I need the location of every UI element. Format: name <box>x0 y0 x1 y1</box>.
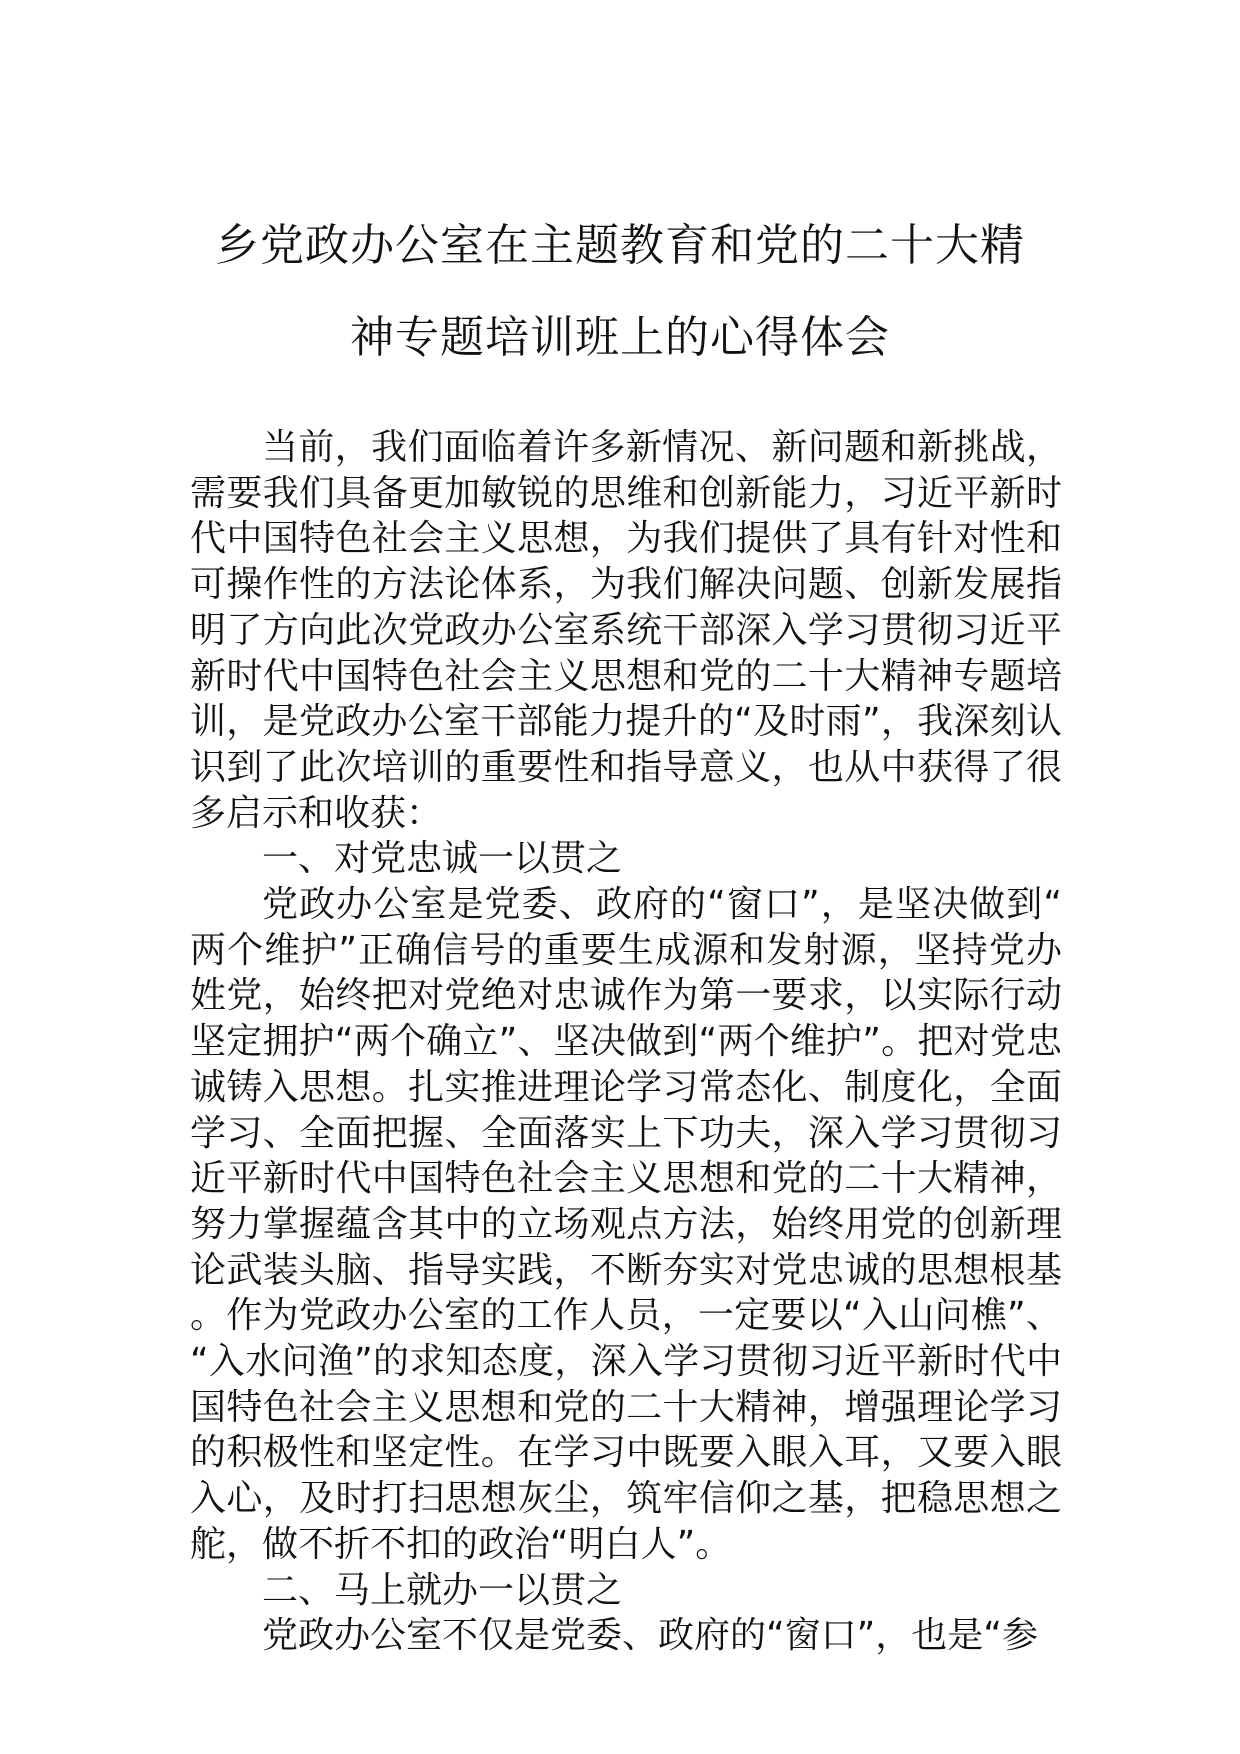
section-heading-2: 二、马上就办一以贯之 <box>262 1569 623 1611</box>
section-1-paragraph: 党政办公室是党委、政府的“窗口”，是坚决做到“两个维护”正确信号的重要生成源和发射源，坚持党办姓党，始终把对党绝对忠诚作为第一要求，以实际行动坚定拥护“两个确立”、坚决做到“两个维护”。把对党忠诚铸入思想。扎实推进理论学习常态化、制度化，全面学习、全面把握、全面落实上下功夫，深入学习贯彻习近平新时代中国特色社会主义思想和党的二十大精神，努力掌握蕴含其中的立场观点方法，始终用党的创新理论武装头脑、指导实践，不断夯实对党忠诚的思想根基。作为党政办公室的工作人员，一定要以“入山问樵”、“入水问渔”的求知态度，深入学习贯彻习近平新时代中国特色社会主义思想和党的二十大精神，增强理论学习的积极性和坚定性。在学习中既要入眼入耳，又要入眼入心，及时打扫思想灰尘，筑牢信仰之基，把稳思想之舵，做不折不扣的政治“明白人”。 <box>190 884 1062 1565</box>
section-2-paragraph: 党政办公室不仅是党委、政府的“窗口”，也是“参 <box>262 1615 1038 1657</box>
title-line-2: 神专题培训班上的心得体会 <box>350 312 890 363</box>
section-heading-1: 一、对党忠诚一以贯之 <box>262 838 623 880</box>
intro-paragraph: 当前，我们面临着许多新情况、新问题和新挑战，需要我们具备更加敏锐的思维和创新能力，习近平新时代中国特色社会主义思想，为我们提供了具有针对性和可操作性的方法论体系，为我们解决问题、创新发展指明了方向此次党政办公室系统干部深入学习贯彻习近平新时代中国特色社会主义思想和党的二十大精神专题培训，是党政办公室干部能力提升的“及时雨”，我深刻认识到了此次培训的重要性和指导意义，也从中获得了很多启示和收获： <box>190 427 1062 834</box>
document-body <box>190 425 1062 1659</box>
title-line-1: 乡党政办公室在主题教育和党的二十大精 <box>215 220 1025 271</box>
document-title <box>150 200 1090 384</box>
